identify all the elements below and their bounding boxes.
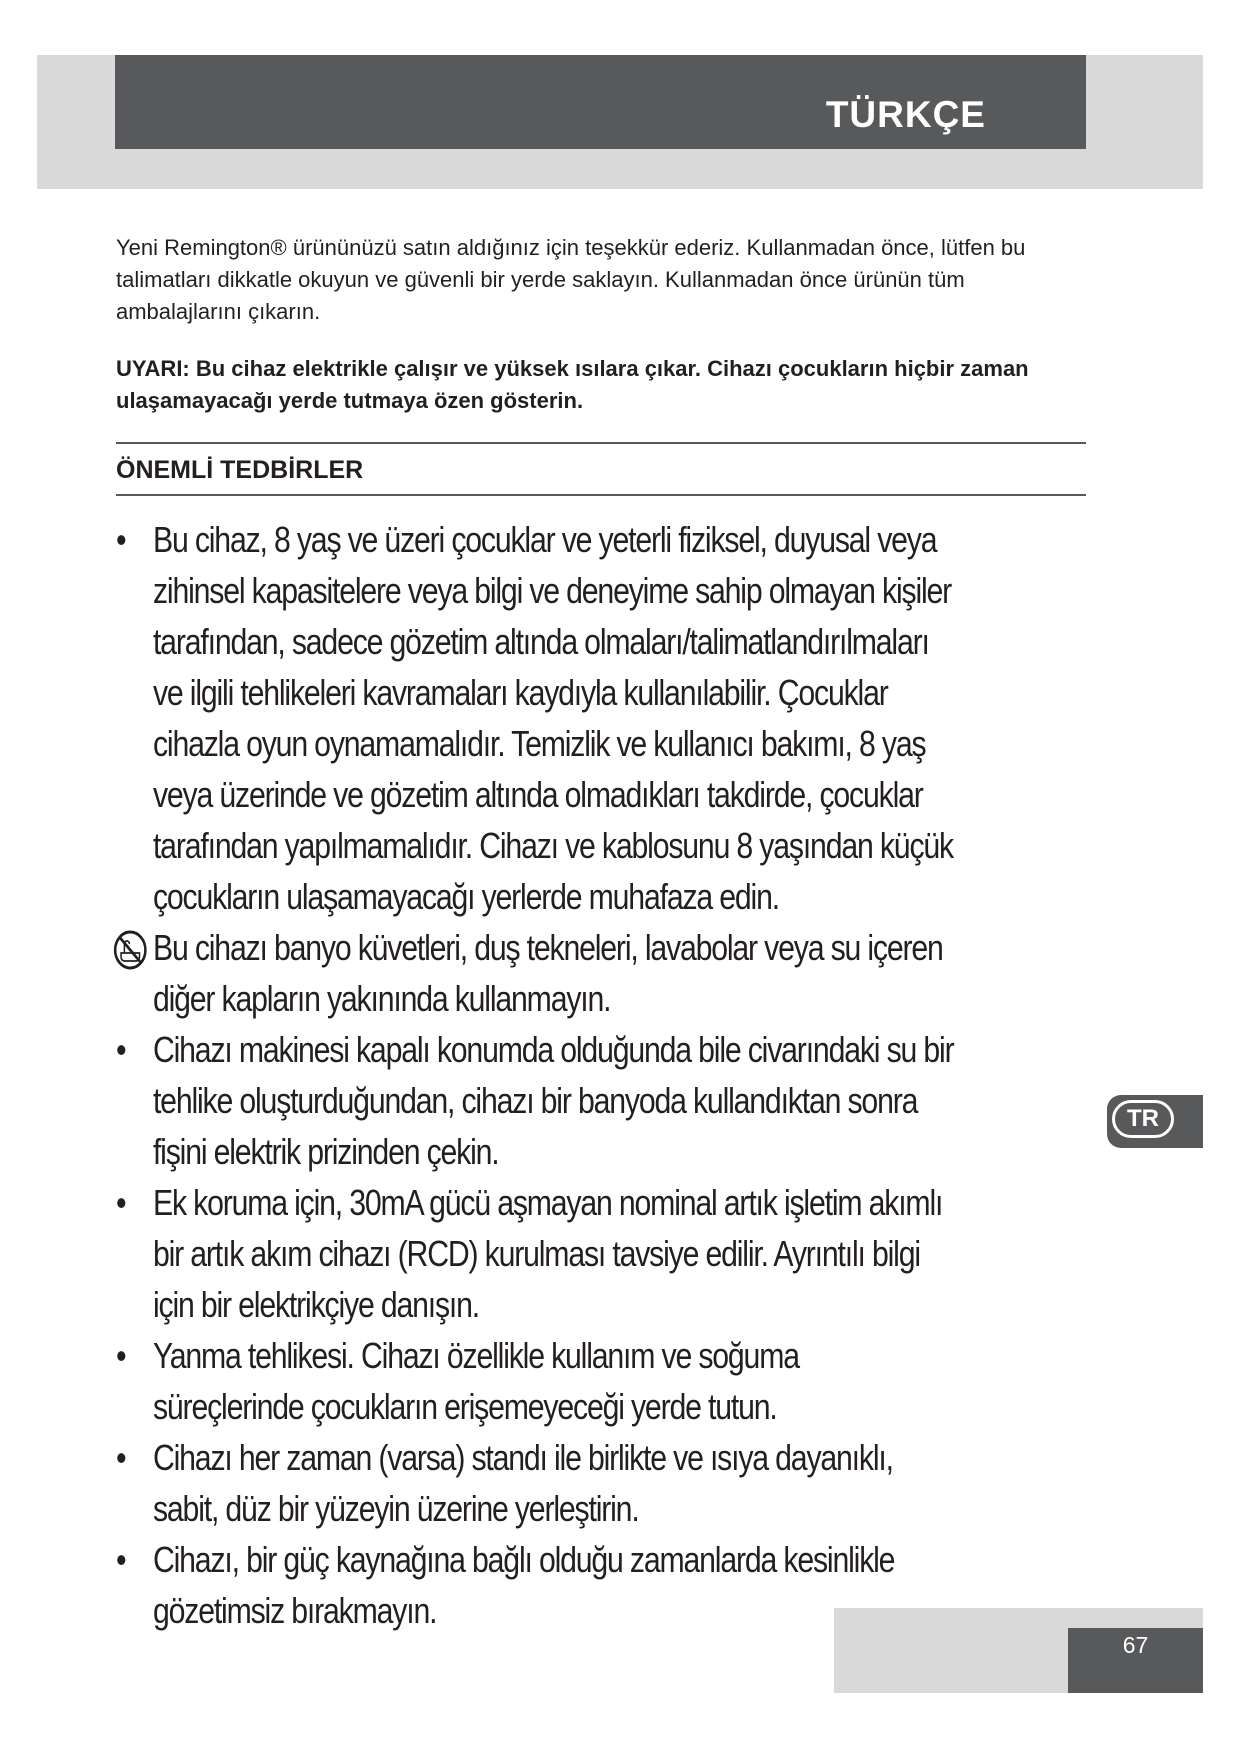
section-header (116, 442, 1086, 496)
list-item (116, 922, 956, 1024)
bullet: • (116, 1182, 126, 1223)
language-side-tab (1107, 1095, 1203, 1148)
list-item (116, 1330, 956, 1432)
list-item-text: Ek koruma için, 30mA gücü aşmayan nominal artık işletim akımlı bir artık akım cihazı (RCD) kurulması tavsiye edilir. Ayrıntılı bilgi için bir elektrikçiye danışın. (152, 1182, 943, 1325)
list-item (116, 1177, 956, 1330)
section-title: ÖNEMLİ TEDBİRLER (116, 456, 364, 484)
bullet: • (116, 1539, 126, 1580)
warning-paragraph: UYARI: Bu cihaz elektrikle çalışır ve yüksek ısılara çıkar. Cihazı çocukların hiçbir zaman ulaşamayacağı yerde tutmaya özen gösterin. (116, 356, 1029, 413)
header-bar (115, 55, 1086, 149)
language-title: TÜRKÇE (825, 94, 986, 135)
list-item (116, 1432, 956, 1534)
precautions-list (116, 514, 956, 1636)
list-item-text: Yanma tehlikesi. Cihazı özellikle kullanım ve soğuma süreçlerinde çocukların erişemeyeceği yerde tutun. (152, 1335, 799, 1427)
no-bathtub-icon (113, 929, 148, 971)
bullet: • (116, 1029, 126, 1070)
list-item-text: Cihazı her zaman (varsa) standı ile birlikte ve ısıya dayanıklı, sabit, düz bir yüzeyin üzerine yerleştirin. (152, 1437, 893, 1529)
page-number: 67 (1068, 1628, 1203, 1693)
language-code-badge: TR (1112, 1100, 1174, 1138)
list-item (116, 1534, 956, 1636)
list-item-text: Bu cihaz, 8 yaş ve üzeri çocuklar ve yeterli fiziksel, duyusal veya zihinsel kapasitelere veya bilgi ve deneyime sahip olmayan kişiler tarafından, sadece gözetim altında olmaları/talimatlandırılmaları ve ilgili tehlikeleri kavramaları kaydıyla kullanılabilir. Çocuklar cihazla oyun oynamamalıdır. Temizlik ve kullanıcı bakımı, 8 yaş veya üzerinde ve gözetim altında olmadıkları takdirde, çocuklar tarafından yapılmamalıdır. Cihazı ve kablosunu 8 yaşından küçük çocukların ulaşamayacağı yerlerde muhafaza edin. (152, 519, 953, 917)
bullet: • (116, 1437, 126, 1478)
list-item-text: Bu cihazı banyo küvetleri, duş tekneleri, lavabolar veya su içeren diğer kapların yakınında kullanmayın. (152, 927, 943, 1019)
list-item-text: Cihazı makinesi kapalı konumda olduğunda bile civarındaki su bir tehlike oluşturduğundan, cihazı bir banyoda kullandıktan sonra fişini elektrik prizinden çekin. (152, 1029, 954, 1172)
list-item (116, 1024, 956, 1177)
list-item (116, 514, 956, 922)
list-item-text: Cihazı, bir güç kaynağına bağlı olduğu zamanlarda kesinlikle gözetimsiz bırakmayın. (152, 1539, 895, 1631)
intro-paragraph: Yeni Remington® ürününüzü satın aldığınız için teşekkür ederiz. Kullanmadan önce, lütfen bu talimatları dikkatle okuyun ve güvenli bir yerde saklayın. Kullanmadan önce ürünün tüm ambalajlarını çıkarın. (116, 235, 1026, 324)
bullet: • (116, 1335, 126, 1376)
bullet: • (116, 519, 126, 560)
